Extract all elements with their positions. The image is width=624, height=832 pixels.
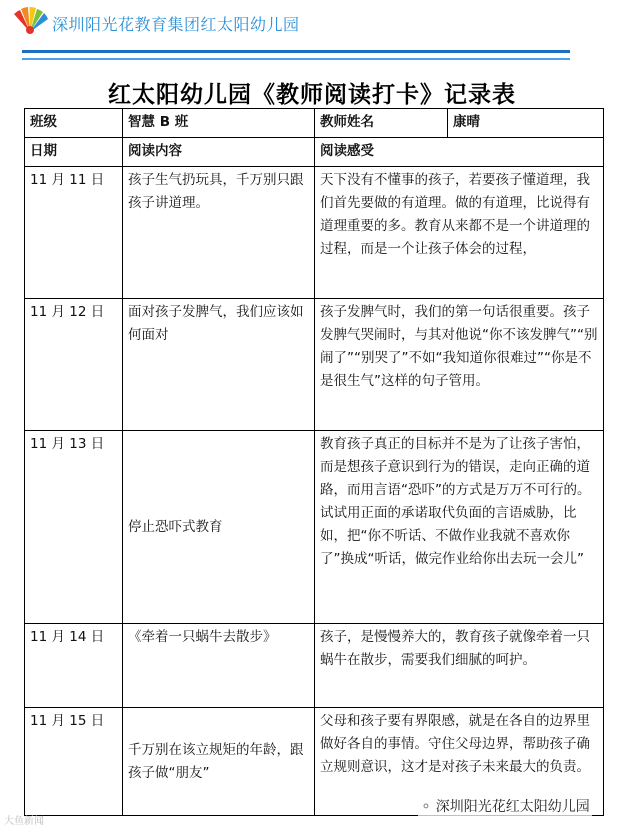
table-row — [25, 624, 604, 708]
page-header — [0, 0, 624, 60]
row-date: 11 月 13 日 — [25, 431, 123, 624]
content-column-header: 阅读内容 — [123, 138, 315, 167]
watermark-left: 大鱼新闻 — [4, 816, 44, 827]
reading-record-table — [24, 108, 604, 816]
column-header-row — [25, 138, 604, 167]
wechat-icon: ⚬ — [420, 799, 432, 815]
row-content: 《牵着一只蜗牛去散步》 — [123, 624, 315, 708]
document-title: 红太阳幼儿园《教师阅读打卡》记录表 — [108, 81, 516, 108]
feeling-column-header: 阅读感受 — [315, 138, 604, 167]
watermark-right-text: 深圳阳光花红太阳幼儿园 — [435, 799, 590, 815]
table-row — [25, 299, 604, 431]
header-rule-dark — [22, 50, 570, 53]
row-feeling: 父母和孩子要有界限感，就是在各自的边界里做好各自的事情。守住父母边界，帮助孩子确立规则意识，这才是对孩子未来最大的负责。 — [315, 708, 604, 816]
header-rule-light — [22, 58, 570, 60]
row-content: 停止恐吓式教育 — [123, 431, 315, 624]
row-content: 孩子生气扔玩具，千万别只跟孩子讲道理。 — [123, 167, 315, 299]
org-name: 深圳阳光花教育集团红太阳幼儿园 — [52, 15, 300, 34]
table-row — [25, 431, 604, 624]
row-feeling: 孩子发脾气时，我们的第一句话很重要。孩子发脾气哭闹时，与其对他说“你不该发脾气”“别闹了”“别哭了”不如“我知道你很难过”“你是不是很生气”这样的句子管用。 — [315, 299, 604, 431]
row-feeling: 天下没有不懂事的孩子，若要孩子懂道理，我们首先要做的有道理。做的有道理，比说得有道理重要的多。教育从来都不是一个讲道理的过程，而是一个让孩子体会的过程， — [315, 167, 604, 299]
teacher-label: 教师姓名 — [315, 109, 448, 138]
info-row — [25, 109, 604, 138]
row-date: 11 月 11 日 — [25, 167, 123, 299]
class-value: 智慧 B 班 — [123, 109, 315, 138]
row-date: 11 月 12 日 — [25, 299, 123, 431]
teacher-value: 康晴 — [448, 109, 604, 138]
sun-flower-logo-icon — [10, 6, 50, 34]
date-column-header: 日期 — [25, 138, 123, 167]
row-date: 11 月 14 日 — [25, 624, 123, 708]
row-date: 11 月 15 日 — [25, 708, 123, 816]
watermark-right — [418, 796, 592, 816]
row-content: 面对孩子发脾气，我们应该如何面对 — [123, 299, 315, 431]
class-label: 班级 — [25, 109, 123, 138]
row-feeling: 教育孩子真正的目标并不是为了让孩子害怕，而是想孩子意识到行为的错误，走向正确的道路，而用言语“恐吓”的方式是万万不可行的。试试用正面的承诺取代负面的言语威胁，比如，把“你不听话、不做作业我就不喜欢你了”换成“听话，做完作业给你出去玩一会儿” — [315, 431, 604, 624]
table-row — [25, 167, 604, 299]
row-content: 千万别在该立规矩的年龄，跟孩子做“朋友” — [123, 708, 315, 816]
row-feeling: 孩子，是慢慢养大的，教育孩子就像牵着一只蜗牛在散步，需要我们细腻的呵护。 — [315, 624, 604, 708]
